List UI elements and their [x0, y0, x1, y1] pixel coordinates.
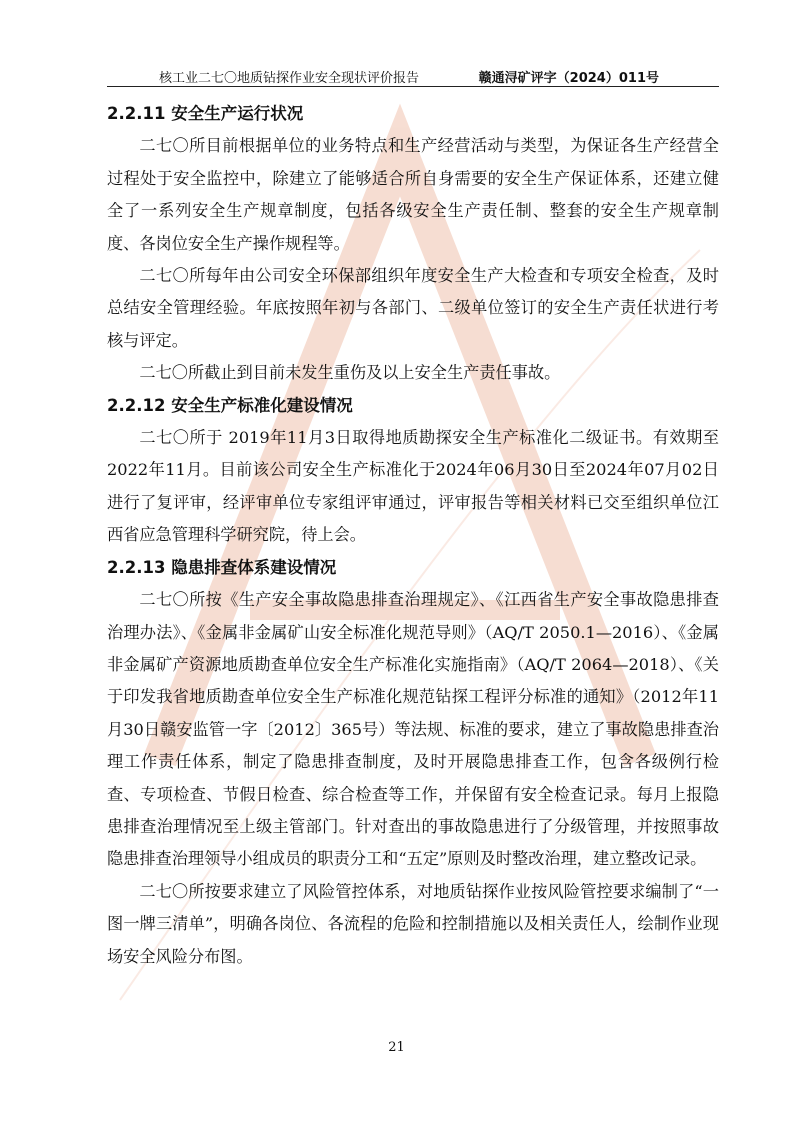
paragraph: 二七〇所截止到目前未发生重伤及以上安全生产责任事故。	[139, 363, 561, 383]
paragraph: 二七〇所按要求建立了风险管控体系，对地质钻探作业按风险管控要求编制了“一图一牌三清单”，明确各岗位、各流程的危险和控制措施以及相关责任人，绘制作业现场安全风险分布图。	[107, 881, 719, 966]
document-body	[107, 98, 719, 973]
page-number: 21	[388, 1040, 405, 1055]
header-title: 核工业二七〇地质钻探作业安全现状评价报告	[159, 71, 420, 86]
paragraph: 二七〇所于 2019年11月3日取得地质勘探安全生产标准化二级证书。有效期至2022年11月。目前该公司安全生产标准化于2024年06月30日至2024年07月02日进行了复评审，经评审单位专家组评审通过，评审报告等相关材料已交至组织单位江西省应急管理科学研究院，待上会。	[107, 428, 719, 545]
section-heading: 2.2.13 隐患排查体系建设情况	[107, 557, 337, 577]
paragraph: 二七〇所目前根据单位的业务特点和生产经营活动与类型，为保证各生产经营全过程处于安全监控中，除建立了能够适合所自身需要的安全生产保证体系，还建立健全了一系列安全生产规章制度，包括各级安全生产责任制、整套的安全生产规章制度、各岗位安全生产操作规程等。	[107, 136, 719, 253]
header-doc-number: 赣通浔矿评字（2024）011号	[478, 71, 659, 86]
page-header	[107, 64, 719, 87]
section-heading: 2.2.11 安全生产运行状况	[107, 104, 304, 123]
paragraph: 二七〇所每年由公司安全环保部组织年度安全生产大检查和专项安全检查，及时总结安全管理经验。年底按照年初与各部门、二级单位签订的安全生产责任状进行考核与评定。	[107, 266, 719, 350]
section-heading: 2.2.12 安全生产标准化建设情况	[107, 395, 353, 415]
paragraph: 二七〇所按《生产安全事故隐患排查治理规定》、《江西省生产安全事故隐患排查治理办法》、《金属非金属矿山安全标准化规范导则》（AQ/T 2050.1—2016）、《金属非金属矿产资源地质勘查单位安全生产标准化实施指南》（AQ/T 2064—2018）、《关于印发我省地质勘查单位安全生产标准化规范钻探工程评分标准的通知》（2012年11月30日赣安监管一字〔2012〕365号）等法规、标准的要求，建立了事故隐患排查治理工作责任体系，制定了隐患排查制度，及时开展隐患排查工作，包含各级例行检查、专项检查、节假日检查、综合检查等工作，并保留有安全检查记录。每月上报隐患排查治理情况至上级主管部门。针对查出的事故隐患进行了分级管理，并按照事故隐患排查治理领导小组成员的职责分工和“五定”原则及时整改治理，建立整改记录。	[107, 590, 719, 869]
